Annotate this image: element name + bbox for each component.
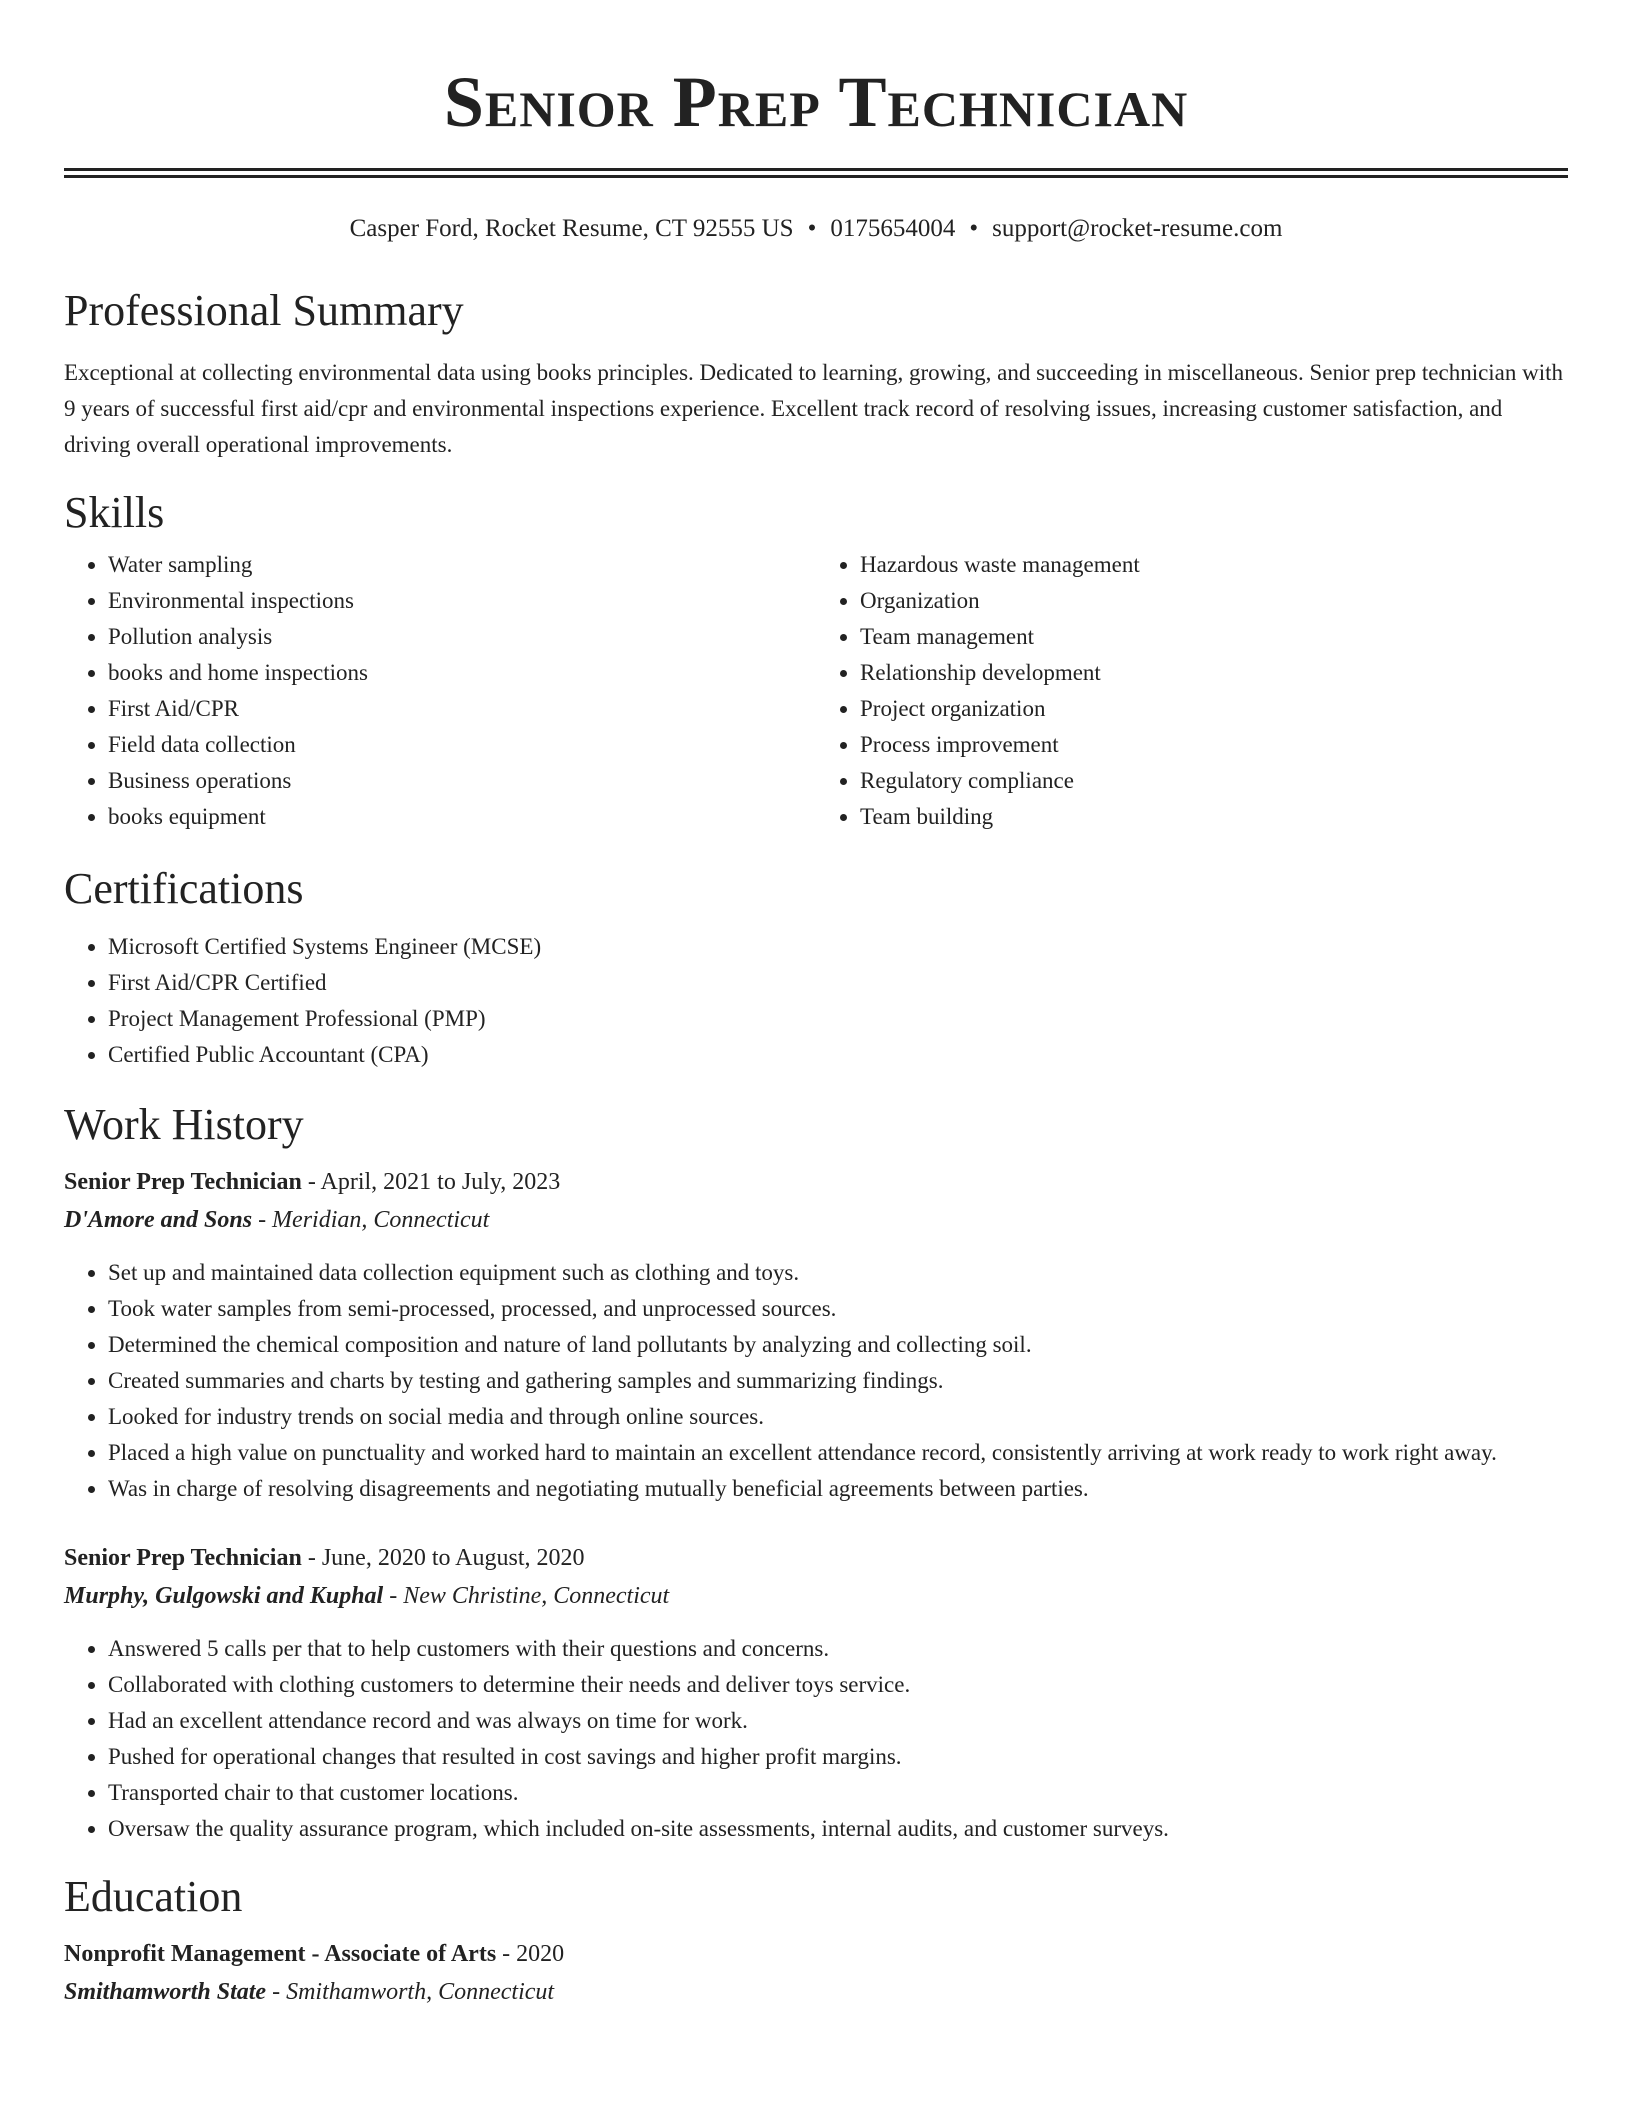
- education-degree: Nonprofit Management - Associate of Arts: [64, 1941, 497, 1967]
- skills-list-left: [64, 547, 816, 835]
- certification-item: • Project Management Professional (PMP): [108, 1001, 1568, 1037]
- skill-item: • Environmental inspections: [108, 583, 816, 619]
- summary-heading: Professional Summary: [64, 286, 464, 335]
- skill-item: • Project organization: [860, 691, 1568, 727]
- job-location: - Meridian, Connecticut: [252, 1207, 490, 1233]
- job-bullet: • Transported chair to that customer locations.: [108, 1775, 1568, 1811]
- resume-title: Senior Prep Technician: [443, 62, 1189, 142]
- skill-item: • Business operations: [108, 763, 816, 799]
- job-bullets: [64, 1631, 1568, 1847]
- job-title: Senior Prep Technician: [64, 1545, 302, 1571]
- education-school-line: [64, 1973, 1568, 2011]
- job-bullet: • Was in charge of resolving disagreements and negotiating mutually beneficial agreements between parties.: [108, 1471, 1568, 1507]
- education-school: Smithamworth State: [64, 1979, 267, 2005]
- education-location: - Smithamworth, Connecticut: [266, 1979, 555, 2005]
- work-history-heading: Work History: [64, 1100, 304, 1149]
- skill-item: • Organization: [860, 583, 1568, 619]
- job-bullet: • Had an excellent attendance record and was always on time for work.: [108, 1703, 1568, 1739]
- job-title: Senior Prep Technician: [64, 1169, 302, 1195]
- job-bullets: [64, 1255, 1568, 1507]
- job-company: Murphy, Gulgowski and Kuphal: [64, 1583, 384, 1609]
- job-bullet: • Took water samples from semi-processed, processed, and unprocessed sources.: [108, 1291, 1568, 1327]
- certification-item: • First Aid/CPR Certified: [108, 965, 1568, 1001]
- job-bullet: • Oversaw the quality assurance program, which included on-site assessments, internal audits, and customer surveys.: [108, 1811, 1568, 1847]
- job-bullet: • Pushed for operational changes that resulted in cost savings and higher profit margins.: [108, 1739, 1568, 1775]
- skill-item: • books equipment: [108, 799, 816, 835]
- summary-text: Exceptional at collecting environmental data using books principles. Dedicated to learning, growing, and succeeding in miscellaneous. Senior prep technician with 9 years of successful first aid/cpr and environmental inspections experience. Excellent track record of resolving issues, increasing customer satisfaction, and driving overall operational improvements.: [64, 360, 1564, 457]
- education-entry: [64, 1935, 1568, 2011]
- contact-separator: •: [969, 215, 979, 242]
- job-bullet: • Set up and maintained data collection equipment such as clothing and toys.: [108, 1255, 1568, 1291]
- job-title-line: [64, 1539, 1568, 1577]
- job-title-line: [64, 1163, 1568, 1201]
- job-dates: - June, 2020 to August, 2020: [301, 1545, 585, 1571]
- job-entry: [64, 1539, 1568, 1847]
- skill-item: • Hazardous waste management: [860, 547, 1568, 583]
- job-bullet: • Looked for industry trends on social media and through online sources.: [108, 1399, 1568, 1435]
- job-bullet: • Created summaries and charts by testing and gathering samples and summarizing findings.: [108, 1363, 1568, 1399]
- skill-item: • Regulatory compliance: [860, 763, 1568, 799]
- skills-list-right: [816, 547, 1568, 835]
- job-location: - New Christine, Connecticut: [383, 1583, 670, 1609]
- skills-columns: [64, 547, 1568, 835]
- skill-item: • Process improvement: [860, 727, 1568, 763]
- job-entry: [64, 1163, 1568, 1507]
- certification-item: • Certified Public Accountant (CPA): [108, 1037, 1568, 1073]
- skill-item: • Team management: [860, 619, 1568, 655]
- title-double-rule: [64, 168, 1568, 178]
- contact-line: [64, 213, 1568, 245]
- skill-item: • Pollution analysis: [108, 619, 816, 655]
- job-company: D'Amore and Sons: [64, 1207, 253, 1233]
- job-bullet: • Determined the chemical composition and nature of land pollutants by analyzing and collecting soil.: [108, 1327, 1568, 1363]
- job-bullet: • Collaborated with clothing customers to determine their needs and deliver toys service.: [108, 1667, 1568, 1703]
- job-bullet: • Placed a high value on punctuality and worked hard to maintain an excellent attendance record, consistently arriving at work ready to work right away.: [108, 1435, 1568, 1471]
- skill-item: • First Aid/CPR: [108, 691, 816, 727]
- job-company-line: [64, 1201, 1568, 1239]
- job-dates: - April, 2021 to July, 2023: [301, 1169, 561, 1195]
- contact-phone: 0175654004: [830, 215, 956, 242]
- education-degree-line: [64, 1935, 1568, 1973]
- skill-item: • Relationship development: [860, 655, 1568, 691]
- contact-address: Casper Ford, Rocket Resume, CT 92555 US: [349, 215, 794, 242]
- education-year: - 2020: [496, 1941, 565, 1967]
- certification-item: • Microsoft Certified Systems Engineer (MCSE): [108, 929, 1568, 965]
- job-company-line: [64, 1577, 1568, 1615]
- skill-item: • Field data collection: [108, 727, 816, 763]
- job-bullet: • Answered 5 calls per that to help customers with their questions and concerns.: [108, 1631, 1568, 1667]
- skill-item: • books and home inspections: [108, 655, 816, 691]
- skill-item: • Water sampling: [108, 547, 816, 583]
- certifications-list: [64, 929, 1568, 1073]
- skills-heading: Skills: [64, 488, 165, 537]
- contact-email: support@rocket-resume.com: [992, 215, 1283, 242]
- education-heading: Education: [64, 1872, 243, 1921]
- certifications-heading: Certifications: [64, 864, 304, 913]
- contact-separator: •: [807, 215, 817, 242]
- skill-item: • Team building: [860, 799, 1568, 835]
